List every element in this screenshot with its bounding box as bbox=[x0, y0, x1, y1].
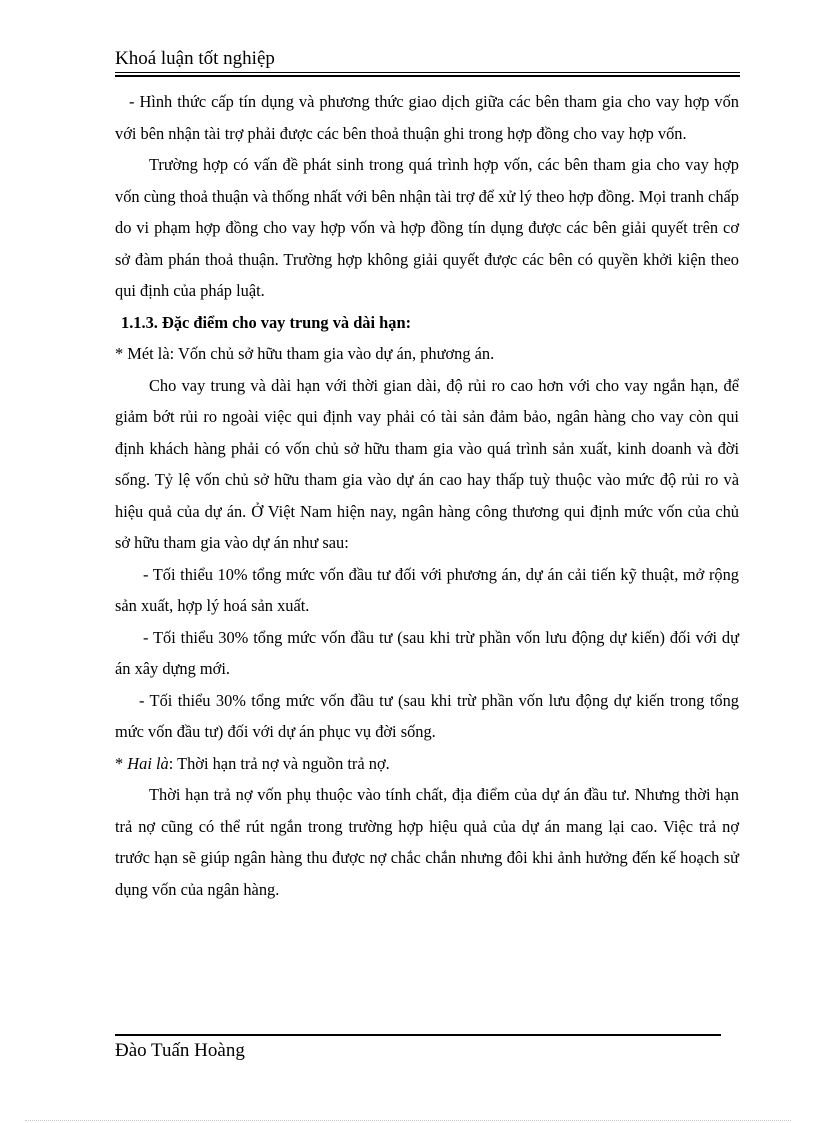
bullet-item: - Tối thiểu 30% tổng mức vốn đầu tư (sau khi trừ phần vốn lưu động dự kiến trong tổng mức vốn đầu tư) đối với dự án phục vụ đời sống. bbox=[115, 690, 739, 741]
list-item-prefix: * bbox=[115, 753, 128, 773]
section-heading: 1.1.3. Đặc điểm cho vay trung và dài hạn: bbox=[121, 312, 412, 332]
header-rule-thick bbox=[115, 75, 740, 77]
footer-author: Đào Tuấn Hoàng bbox=[115, 1040, 245, 1061]
paragraph: Thời hạn trả nợ vốn phụ thuộc vào tính chất, địa điểm của dự án đầu tư. Nhưng thời hạn trả nợ cũng có thể rút ngắn trong trường hợp hiệu quả của dự án mang lại cao. Việc trả nợ trước hạn sẽ giúp ngân hàng thu được nợ chắc chắn nhưng đôi khi ảnh hưởng đến kế hoạch sử dụng vốn của ngân hàng. bbox=[115, 785, 739, 899]
footer-rule bbox=[115, 1034, 721, 1036]
header-rule-thin bbox=[115, 72, 740, 73]
bullet-item: - Tối thiểu 10% tổng mức vốn đầu tư đối với phương án, dự án cải tiến kỹ thuật, mở rộng sản xuất, hợp lý hoá sản xuất. bbox=[115, 564, 739, 615]
page-header-title: Khoá luận tốt nghiệp bbox=[115, 48, 275, 69]
paragraph: Trường hợp có vấn đề phát sinh trong quá trình hợp vốn, các bên tham gia cho vay hợp vốn cùng thoả thuận và thống nhất với bên nhận tài trợ để xử lý theo hợp đồng. Mọi tranh chấp do vi phạm hợp đồng cho vay hợp vốn và hợp đồng tín dụng được các bên giải quyết trên cơ sở đàm phán thoả thuận. Trường hợp không giải quyết được các bên có quyền khởi kiện theo qui định của pháp luật. bbox=[115, 155, 739, 300]
document-body bbox=[115, 86, 739, 905]
page-bottom-border bbox=[25, 1120, 791, 1121]
list-item-second bbox=[115, 748, 739, 780]
paragraph: - Hình thức cấp tín dụng và phương thức giao dịch giữa các bên tham gia cho vay hợp vốn với bên nhận tài trợ phải được các bên thoả thuận ghi trong hợp đồng cho vay hợp vốn. bbox=[115, 92, 739, 143]
list-item-text: : Thời hạn trả nợ và nguồn trả nợ. bbox=[168, 753, 390, 773]
list-item-first: * Mét là: Vốn chủ sở hữu tham gia vào dự án, phương án. bbox=[115, 344, 495, 363]
paragraph: Cho vay trung và dài hạn với thời gian dài, độ rủi ro cao hơn với cho vay ngắn hạn, để giảm bớt rủi ro ngoài việc qui định vay phải có tài sản đảm bảo, ngân hàng cho vay còn qui định khách hàng phải có vốn chủ sở hữu tham gia vào quá trình sản xuất, kinh doanh và đời sống. Tỷ lệ vốn chủ sở hữu tham gia vào dự án cao hay thấp tuỳ thuộc vào mức độ rủi ro và hiệu quả của dự án. Ở Việt Nam hiện nay, ngân hàng công thương qui định mức vốn của chủ sở hữu tham gia vào dự án như sau: bbox=[115, 375, 739, 552]
bullet-item: - Tối thiểu 30% tổng mức vốn đầu tư (sau khi trừ phần vốn lưu động dự kiến) đối với dự án xây dựng mới. bbox=[115, 627, 739, 678]
list-item-label: Hai là bbox=[127, 753, 169, 773]
